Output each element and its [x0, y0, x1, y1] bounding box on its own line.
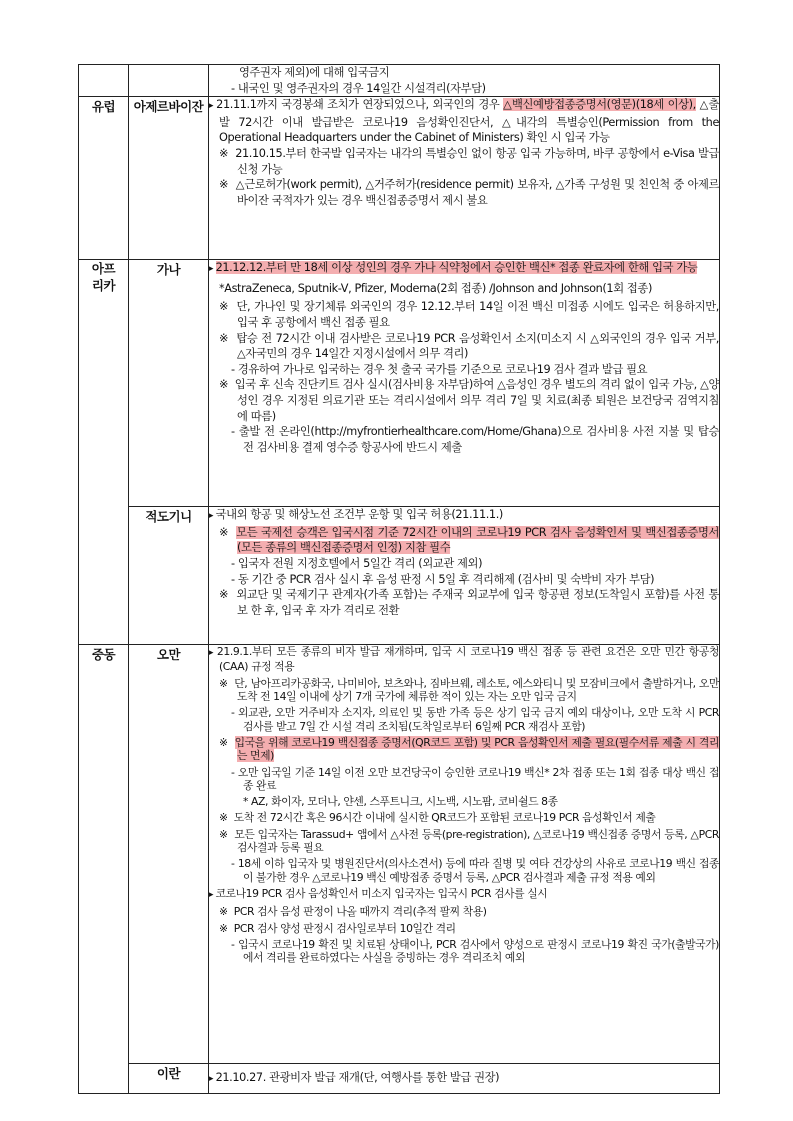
iran-bullet-1: ▸ 21.10.27. 관광비자 발급 재개(단, 여행사를 통한 발급 권장)	[209, 1070, 719, 1088]
oman-note-5: ※ PCR 검사 음성 판정이 나올 때까지 격리(추적 팔찌 착용)	[209, 905, 719, 918]
country-iran: 이란	[129, 1064, 209, 1094]
row-continuation	[79, 65, 720, 97]
eq-guinea-note-1	[209, 525, 719, 556]
oman-dash-2: - 오만 입국일 기준 14일 이전 오만 보건당국이 승인한 코로나19 백신* 2차 접종 또는 1회 접종 대상 백신 접종 완료	[209, 766, 719, 793]
oman-note-6: ※ PCR 검사 양성 판정시 검사일로부터 10일간 격리	[209, 922, 719, 935]
cont-line-2: - 내국인 및 영주권자의 경우 14일간 시설격리(자부담)	[209, 81, 719, 97]
row-ghana	[79, 260, 720, 507]
oman-bullet-2: ▸ 코로나19 PCR 검사 음성확인서 미소지 입국자는 입국시 PCR 검사를 실시	[209, 887, 719, 902]
azerbaijan-detail	[209, 97, 720, 260]
oman-note-3: ※ 도착 전 72시간 혹은 96시간 이내에 실시한 QR코드가 포함된 코로나19 PCR 음성확인서 제출	[209, 811, 719, 824]
oman-detail	[209, 645, 720, 1064]
oman-note-4: ※ 모든 입국자는 Tarassud+ 앱에서 △사전 등록(pre-registration), △코로나19 백신접종 증명서 등록, △PCR 검사결과 등록 필요	[209, 828, 719, 855]
row-oman	[79, 645, 720, 1064]
continuation-detail	[209, 65, 720, 97]
oman-vaccine-list: * AZ, 화이자, 모더나, 얀센, 스푸트니크, 시노백, 시노팜, 코비쉴드 8종	[243, 795, 558, 809]
eq-guinea-bullet-1: ▸ 국내외 항공 및 해상노선 조건부 운항 및 입국 허용(21.11.1.)	[209, 507, 719, 525]
eq-guinea-detail	[209, 507, 720, 645]
highlight: 모든 국제선 승객은 입국시점 기준 72시간 이내의 코로나19 PCR 검사 음성확인서 및 백신접종증명서(모든 종류의 백신접종증명서 인정) 지참 필수	[236, 525, 719, 555]
country-ghana: 가나	[129, 260, 209, 507]
oman-note-2	[209, 736, 719, 763]
ghana-dash-1: - 경유하여 가나로 입국하는 경우 첫 출국 국가를 기준으로 코로나19 검사 결과 발급 필요	[209, 362, 719, 378]
ghana-note-3: ※ 입국 후 신속 진단키트 검사 실시(검사비용 자부담)하여 △음성인 경우 별도의 격리 없이 입국 가능, △양성인 경우 지정된 의료기관 또는 격리시설에서 의무 격리 7일 및 치료(최종 퇴원은 보건당국 검역지침에 따름)	[209, 377, 719, 424]
eq-guinea-note-2: ※ 외교단 및 국제기구 관계자(가족 포함)는 주재국 외교부에 입국 항공편 정보(도착일시 포함)를 사전 통보 한 후, 입국 후 자가 격리로 전환	[209, 587, 719, 618]
oman-dash-4: - 입국시 코로나19 확진 및 치료된 상태이나, PCR 검사에서 양성으로 판정시 코로나19 확진 국가(출발국가)에서 격리를 완료하였다는 사실을 증빙하는 경우 격리조치 예외	[209, 938, 719, 965]
oman-dash-1: - 외교관, 오만 거주비자 소지자, 의료인 및 동반 가족 등은 상기 입국 금지 예외 대상이나, 오만 도착 시 PCR 검사를 받고 7일 간 시설 격리 조치됨(도착일로부터 6일째 PCR 재검사 포함)	[209, 706, 719, 733]
eq-guinea-dash-1: - 입국자 전원 지정호텔에서 5일간 격리 (외교관 제외)	[209, 556, 719, 572]
ghana-dash-2: - 출발 전 온라인(http://myfrontierhealthcare.com/Home/Ghana)으로 검사비용 사전 지불 및 탑승 전 검사비용 결제 영수증 항공사에 반드시 제출	[209, 424, 719, 455]
eq-guinea-dash-2: - 동 기간 중 PCR 검사 실시 후 음성 판정 시 5일 후 격리해제 (검사비 및 숙박비 자가 부담)	[209, 572, 719, 588]
highlight: 21.12.12.부터 만 18세 이상 성인의 경우 가나 식약청에서 승인한 백신* 접종 완료자에 한해 입국 가능	[215, 261, 698, 275]
oman-dash-3: - 18세 이하 입국자 및 병원진단서(의사소견서) 등에 따라 질병 및 여타 건강상의 사유로 코로나19 백신 접종이 불가한 경우 △코로나19 백신 예방접종 증명서 등록, △PCR 검사결과 제출 규정 적용 예외	[209, 857, 719, 884]
azerbaijan-note-2: ※ △근로허가(work permit), △거주허가(residence permit) 보유자, △가족 구성원 및 친인척 중 아제르바이잔 국적자가 있는 경우 백신접종증명서 제시 불요	[209, 177, 719, 208]
country-azerbaijan: 아제르바이잔	[129, 97, 209, 260]
oman-note-1: ※ 단, 남아프리카공화국, 나미비아, 보츠와나, 짐바브웨, 레소토, 에스와티니 및 모잠비크에서 출발하거나, 오만 도착 전 14일 이내에 상기 7개 국가에 체류한 적이 있는 자는 오만 입국 금지	[209, 677, 719, 704]
country-oman: 오만	[129, 645, 209, 1064]
azerbaijan-note-1: ※ 21.10.15.부터 한국발 입국자는 내각의 특별승인 없이 항공 입국 가능하며, 바쿠 공항에서 e-Visa 발급 신청 가능	[209, 146, 719, 177]
ghana-detail	[209, 260, 720, 507]
ghana-note-2: ※ 탑승 전 72시간 이내 검사받은 코로나19 PCR 음성확인서 소지(미소지 시 △외국인의 경우 입국 거부, △자국민의 경우 14일간 지정시설에서 의무 격리)	[209, 331, 719, 362]
region-africa: 아프리카	[79, 260, 129, 645]
ghana-note-1: ※ 단, 가나인 및 장기체류 외국인의 경우 12.12.부터 14일 이전 백신 미접종 시에도 입국은 허용하지만, 입국 후 공항에서 백신 접종 필요	[209, 299, 719, 330]
azerbaijan-bullet-1: ▸ 21.11.1까지 국경봉쇄 조치가 연장되었으나, 외국인의 경우 △백신예방접종증명서(영문)(18세 이상), △출발 72시간 이내 발급받은 코로나19 음성확인진단서, △내각의 특별승인(Permission from the Operational Headquarters under the Cabinet of Ministers) 확인 시 입국 가능	[209, 97, 719, 146]
row-equatorial-guinea	[79, 507, 720, 645]
country-equatorial-guinea: 적도기니	[129, 507, 209, 645]
cont-line-1: 영주권자 제외)에 대해 입국금지	[239, 66, 390, 79]
region-middle-east: 중동	[79, 645, 129, 1094]
entry-restrictions-table	[78, 64, 720, 1094]
region-europe: 유럽	[79, 97, 129, 260]
oman-bullet-1: ▸ 21.9.1.부터 모든 종류의 비자 발급 재개하며, 입국 시 코로나19 백신 접종 등 관련 요건은 오만 민간 항공청(CAA) 규정 적용	[209, 645, 719, 674]
ghana-vaccine-list: *AstraZeneca, Sputnik-V, Pfizer, Moderna(2회 접종) /Johnson and Johnson(1회 접종)	[219, 281, 652, 295]
iran-detail	[209, 1064, 720, 1094]
row-azerbaijan	[79, 97, 720, 260]
ghana-bullet-1	[209, 260, 719, 278]
highlight: 입국을 위해 코로나19 백신접종 증명서(QR코드 포함) 및 PCR 음성확인서 제출 필요(필수서류 제출 시 격리는 면제)	[234, 735, 719, 763]
row-iran	[79, 1064, 720, 1094]
highlight: △백신예방접종증명서(영문)(18세 이상),	[503, 98, 696, 112]
